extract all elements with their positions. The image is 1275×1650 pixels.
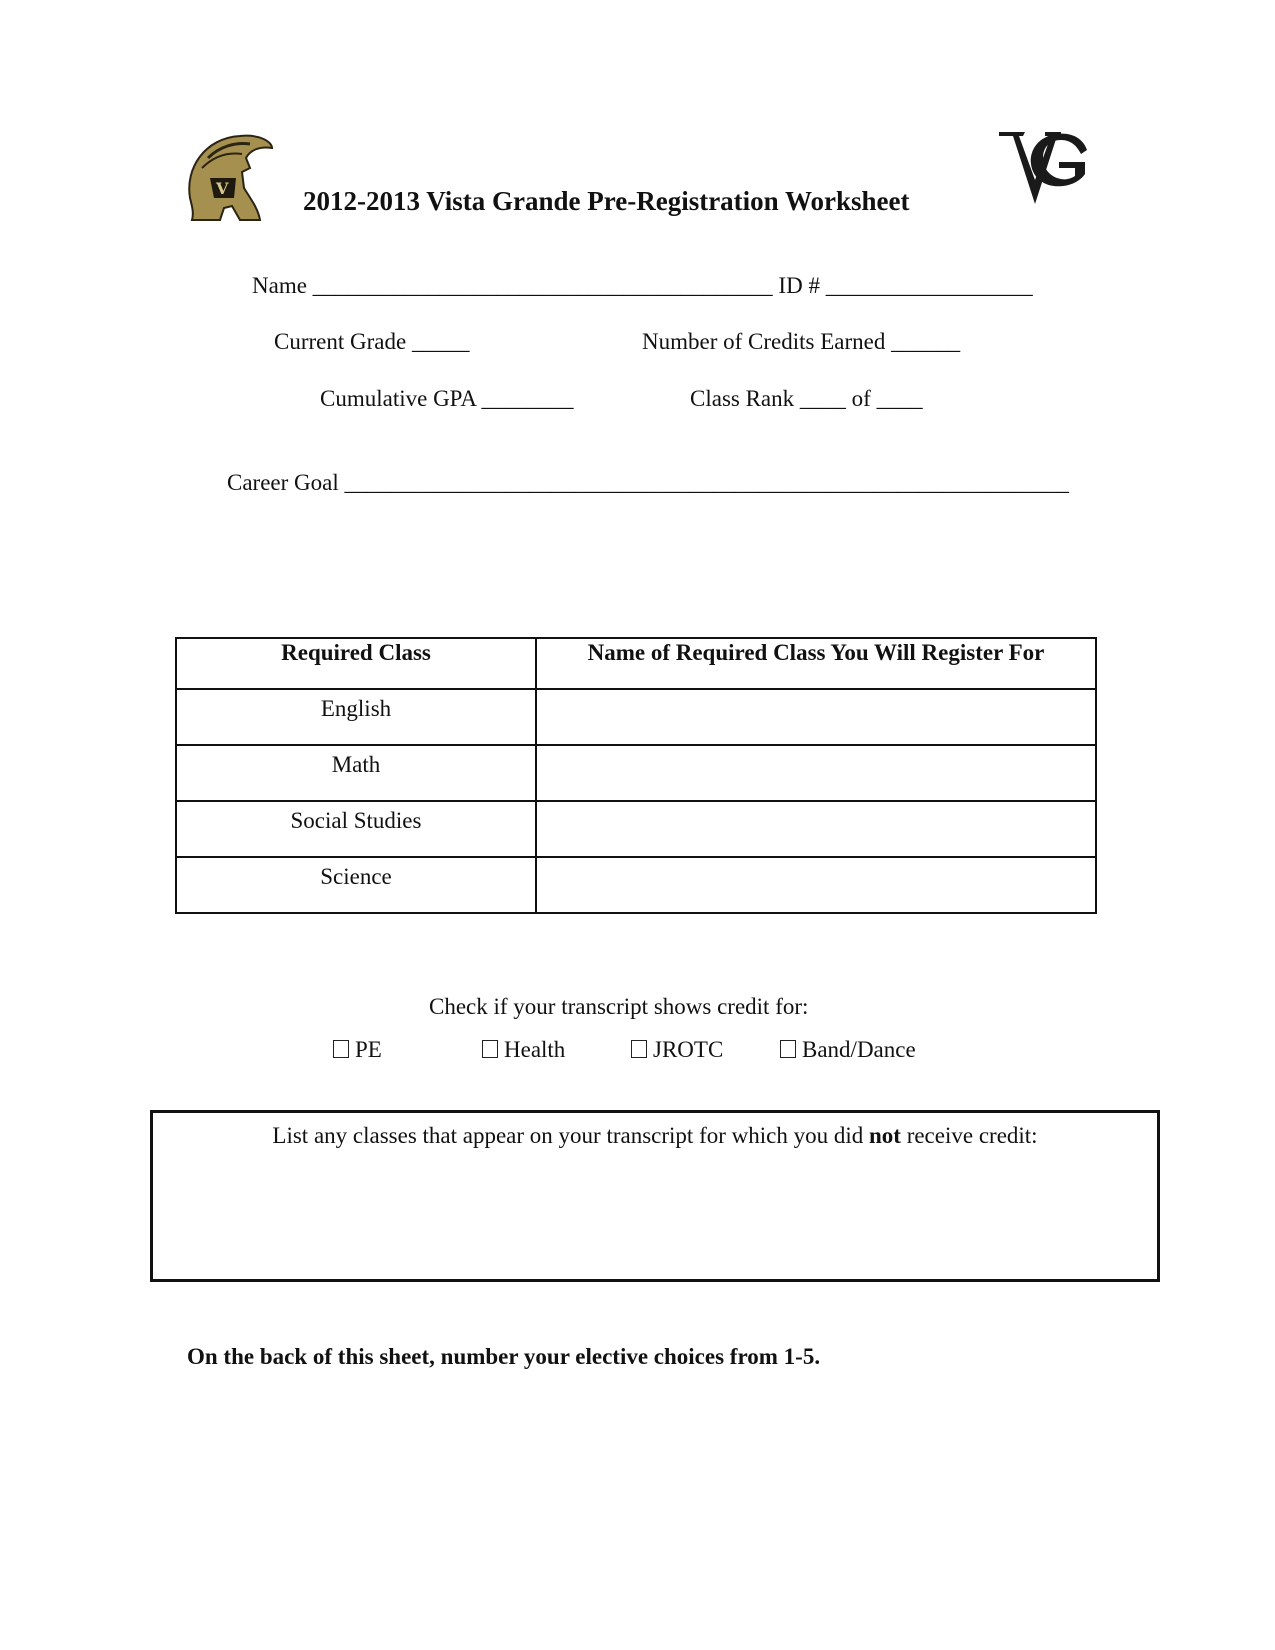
checkbox-health[interactable] (482, 1040, 498, 1058)
subject-cell: Math (176, 745, 536, 801)
checkbox-pe-label: PE (355, 1037, 382, 1062)
current-grade-line (274, 329, 469, 355)
class-rank-of: of (851, 386, 871, 411)
current-grade-field[interactable]: _____ (411, 329, 470, 354)
id-label: ID # (778, 273, 820, 298)
name-field[interactable]: ________________________________________ (312, 273, 773, 298)
table-row (176, 857, 1096, 913)
id-field[interactable]: __________________ (825, 273, 1033, 298)
current-grade-label: Current Grade (274, 329, 407, 354)
name-line (252, 273, 1033, 299)
credit-check-band-dance[interactable] (780, 1037, 916, 1063)
checkbox-health-label: Health (504, 1037, 566, 1062)
no-credit-text-bold: not (868, 1123, 901, 1148)
no-credit-text-2: receive credit: (900, 1123, 1038, 1148)
subject-cell: Science (176, 857, 536, 913)
credit-check-pe[interactable] (333, 1037, 382, 1063)
table-row (176, 745, 1096, 801)
credit-check-prompt: Check if your transcript shows credit for: (429, 994, 809, 1019)
career-goal-field[interactable]: _______________________________________________________________ (344, 470, 1069, 495)
credits-label: Number of Credits Earned (642, 329, 886, 354)
checkbox-band-dance[interactable] (780, 1040, 796, 1058)
class-rank-total-field[interactable]: ____ (876, 386, 923, 411)
required-classes-table (175, 637, 1097, 914)
svg-text:V: V (216, 179, 229, 198)
credits-field[interactable]: ______ (891, 329, 961, 354)
credit-check-health[interactable] (482, 1037, 565, 1063)
subject-cell: English (176, 689, 536, 745)
gpa-field[interactable]: ________ (481, 386, 574, 411)
table-row (176, 801, 1096, 857)
checkbox-pe[interactable] (333, 1040, 349, 1058)
entry-cell[interactable] (536, 745, 1096, 801)
name-label: Name (252, 273, 307, 298)
no-credit-classes-box[interactable] (150, 1110, 1160, 1282)
entry-cell[interactable] (536, 801, 1096, 857)
elective-instructions: On the back of this sheet, number your elective choices from 1-5. (187, 1344, 821, 1369)
career-goal-line (227, 470, 1069, 496)
career-goal-label: Career Goal (227, 470, 339, 495)
register-class-header: Name of Required Class You Will Register For (536, 638, 1096, 689)
vg-monogram-logo (995, 128, 1090, 208)
credits-line (642, 329, 960, 355)
checkbox-jrotc-label: JROTC (653, 1037, 724, 1062)
class-rank-line (690, 386, 923, 412)
page-title: 2012-2013 Vista Grande Pre-Registration Worksheet (303, 186, 910, 216)
no-credit-text-1: List any classes that appear on your transcript for which you did (272, 1123, 869, 1148)
subject-cell: Social Studies (176, 801, 536, 857)
no-credit-instructions (153, 1123, 1157, 1149)
gpa-line (320, 386, 573, 412)
class-rank-label: Class Rank (690, 386, 795, 411)
class-rank-field[interactable]: ____ (799, 386, 846, 411)
table-header-row (176, 638, 1096, 689)
entry-cell[interactable] (536, 857, 1096, 913)
spartan-helmet-logo (180, 128, 275, 228)
checkbox-band-dance-label: Band/Dance (802, 1037, 916, 1062)
checkbox-jrotc[interactable] (631, 1040, 647, 1058)
entry-cell[interactable] (536, 689, 1096, 745)
table-row (176, 689, 1096, 745)
required-class-header: Required Class (176, 638, 536, 689)
credit-check-jrotc[interactable] (631, 1037, 723, 1063)
gpa-label: Cumulative GPA (320, 386, 476, 411)
